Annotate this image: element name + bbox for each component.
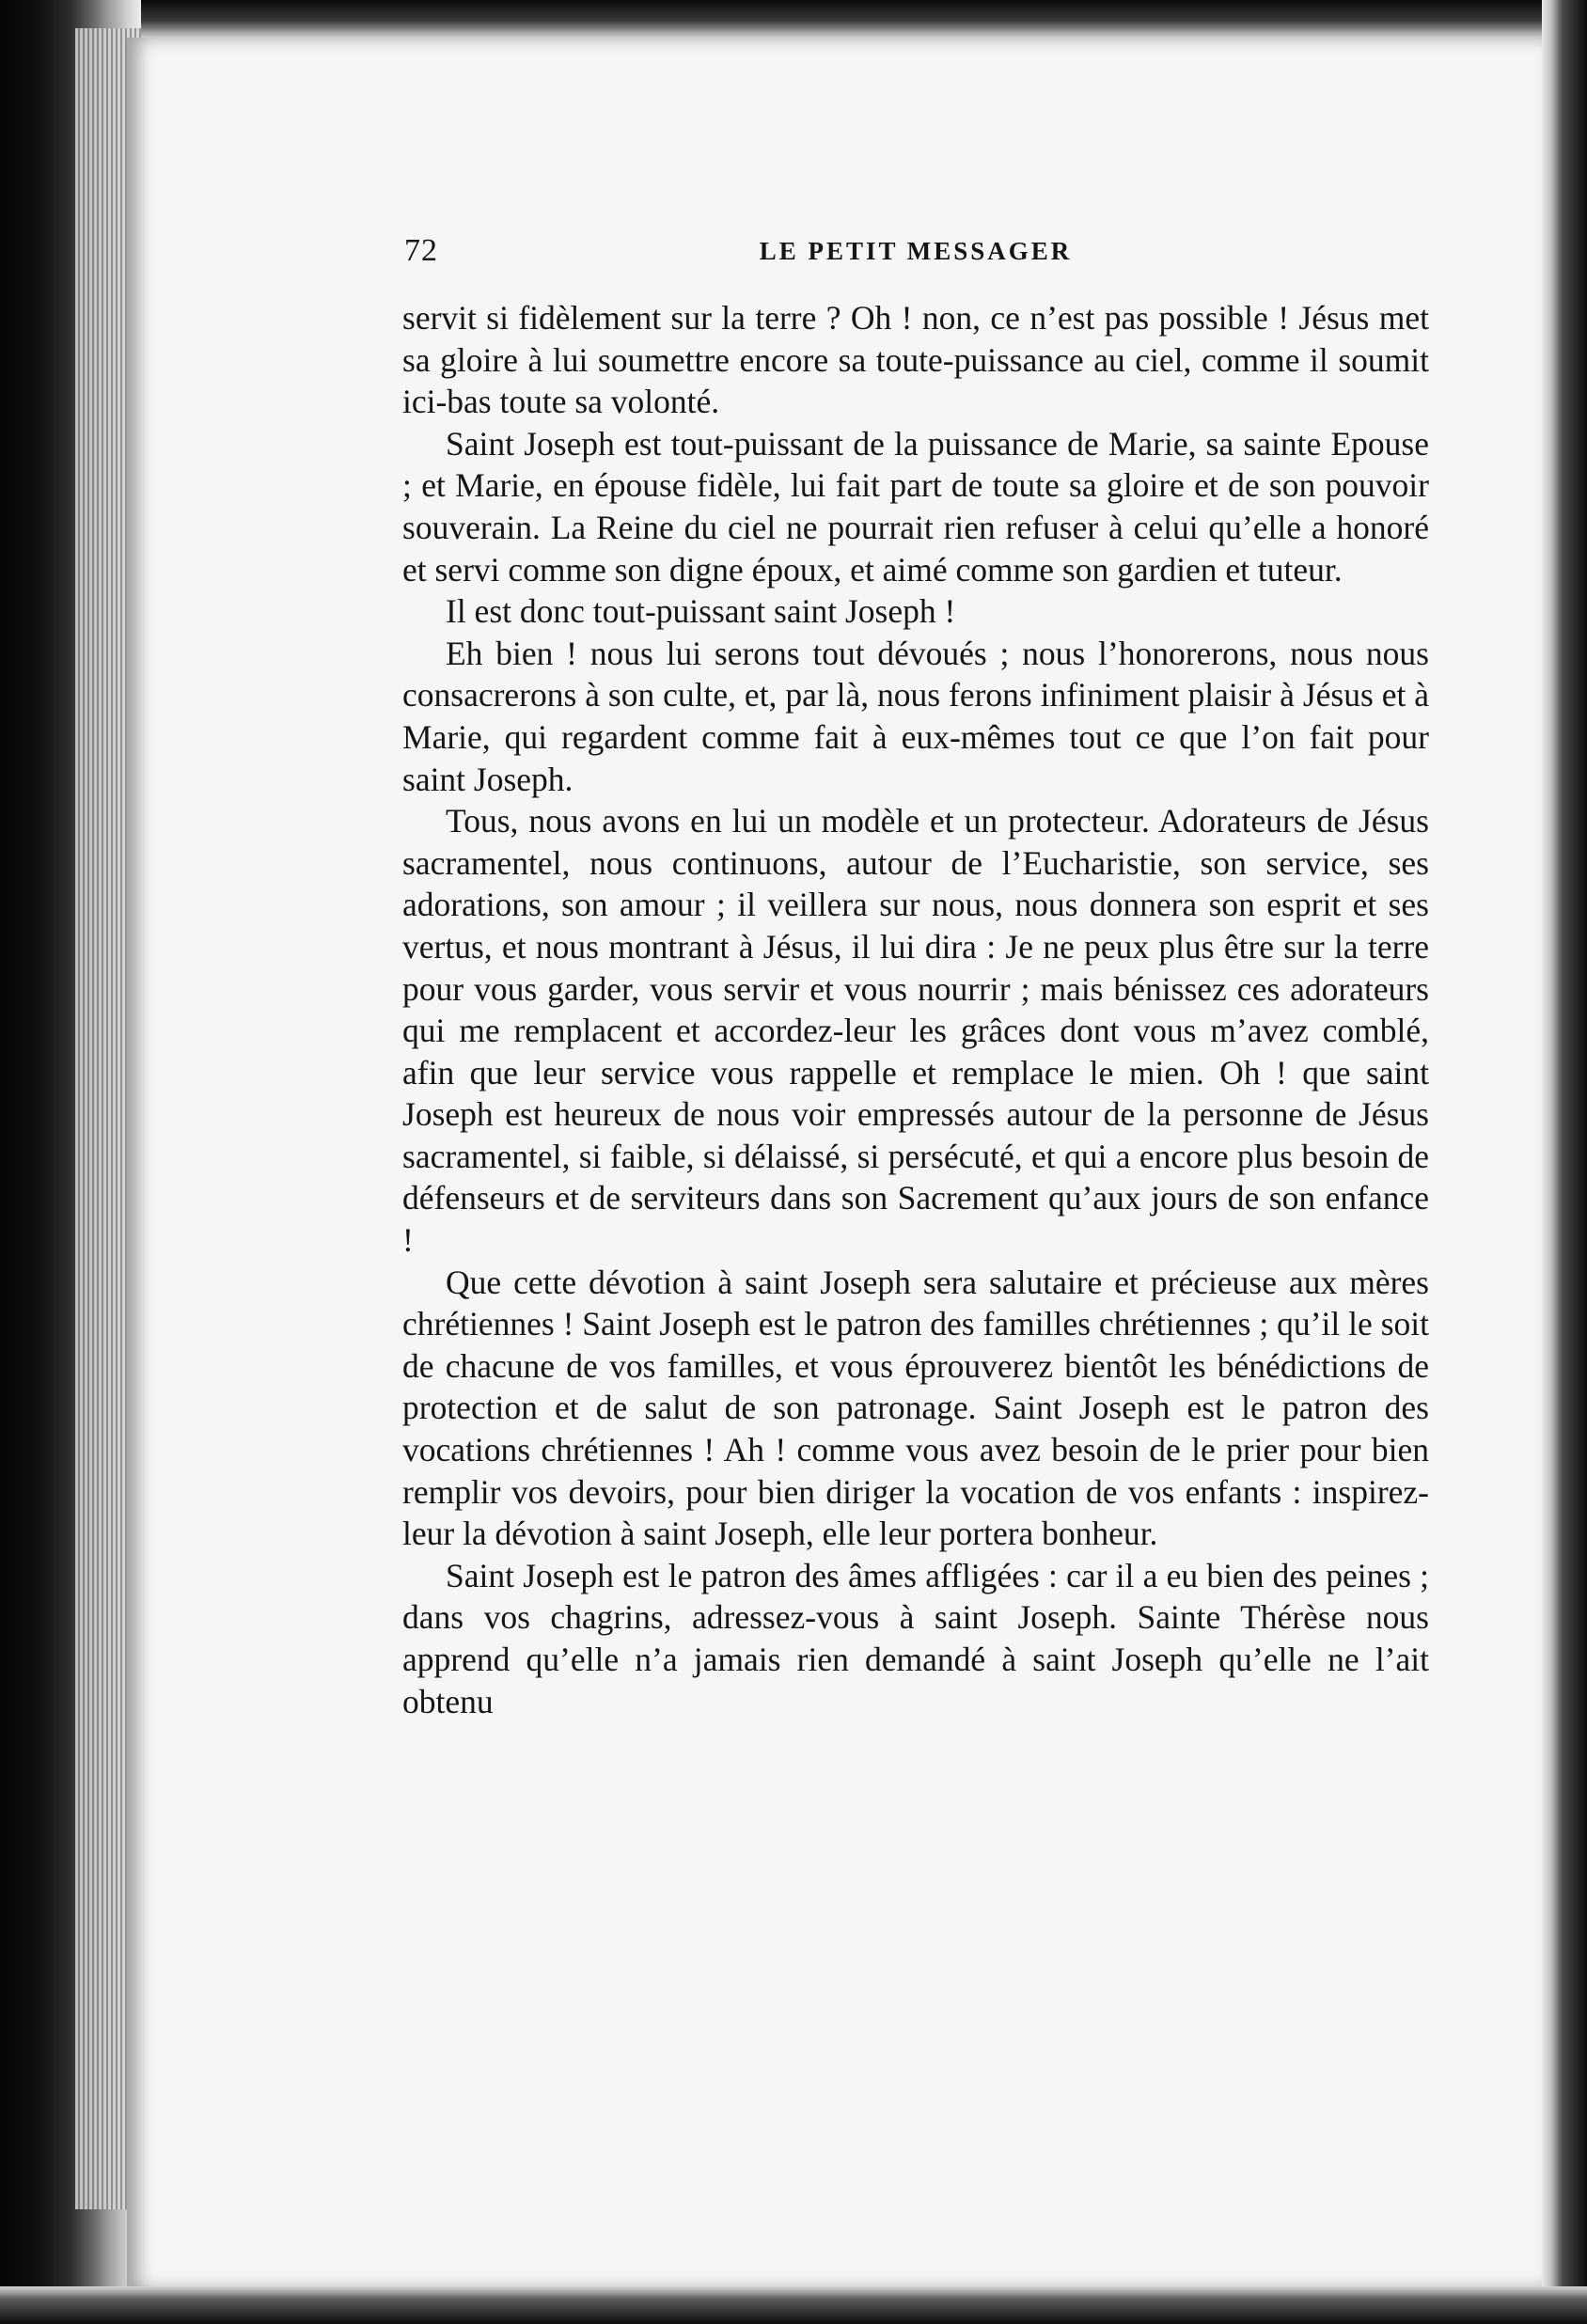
page-number: 72 (404, 233, 438, 268)
page-text-block (402, 233, 1429, 1722)
paragraph-3: Il est donc tout-puissant saint Joseph ! (446, 592, 956, 631)
top-scan-edge (0, 0, 1587, 38)
body-text (402, 297, 1429, 1722)
paragraph-6: Que cette dévotion à saint Joseph sera salutaire et précieuse aux mères chrétiennes ! Saint Joseph est le patron des familles chrétiennes ; qu’il le soit de chacune de vos familles, et vous éprouverez bientôt les bénédictions de protection et de salut de son patronage. Saint Joseph est le patron des vocations chrétiennes ! Ah ! comme vous avez besoin de le prier pour bien remplir vos devoirs, pour bien diriger la vocation de vos enfants : inspirez-leur la dévotion à saint Joseph, elle leur portera bonheur. (402, 1263, 1429, 1553)
running-title: LE PETIT MESSAGER (759, 237, 1073, 265)
bottom-scan-edge (0, 2286, 1587, 2324)
right-scan-edge (1542, 0, 1587, 2324)
paragraph-1: servit si fidèlement sur la terre ? Oh ! non, ce n’est pas possible ! Jésus met sa gloire à lui soumettre encore sa toute-puissance au ciel, comme il soumit ici-bas toute sa volonté. (402, 299, 1429, 421)
paragraph-5: Tous, nous avons en lui un modèle et un protecteur. Adorateurs de Jésus sacramentel, nous continuons, autour de l’Eucharistie, son service, ses adorations, son amour ; il veillera sur nous, nous donnera son esprit et ses vertus, et nous montrant à Jésus, il lui dira : Je ne peux plus être sur la terre pour vous garder, vous servir et vous nourrir ; mais bénissez ces adorateurs qui me remplacent et accordez-leur les grâces dont vous m’avez comblé, afin que leur service vous rappelle et remplace le mien. Oh ! que saint Joseph est heureux de nous voir empressés autour de la personne de Jésus sacramentel, si faible, si délaissé, si persécuté, et qui a encore plus besoin de défenseurs et de serviteurs dans son Sacrement qu’aux jours de son enfance ! (402, 802, 1429, 1260)
paragraph-4: Eh bien ! nous lui serons tout dévoués ; nous l’honorerons, nous nous consacrerons à son culte, et, par là, nous ferons infiniment plaisir à Jésus et à Marie, qui regardent comme fait à eux-mêmes tout ce que l’on fait pour saint Joseph. (402, 634, 1429, 798)
running-head (402, 233, 1429, 276)
paragraph-7: Saint Joseph est le patron des âmes affligées : car il a eu bien des peines ; dans vos chagrins, adressez-vous à saint Joseph. Sainte Thérèse nous apprend qu’elle n’a jamais rien demandé à saint Joseph qu’elle ne l’ait obtenu (402, 1556, 1429, 1720)
paragraph-2: Saint Joseph est tout-puissant de la puissance de Marie, sa sainte Epouse ; et Marie, en épouse fidèle, lui fait part de toute sa gloire et de son pouvoir souverain. La Reine du ciel ne pourrait rien refuser à celui qu’elle a honoré et servi comme son digne époux, et aimé comme son gardien et tuteur. (402, 424, 1429, 589)
